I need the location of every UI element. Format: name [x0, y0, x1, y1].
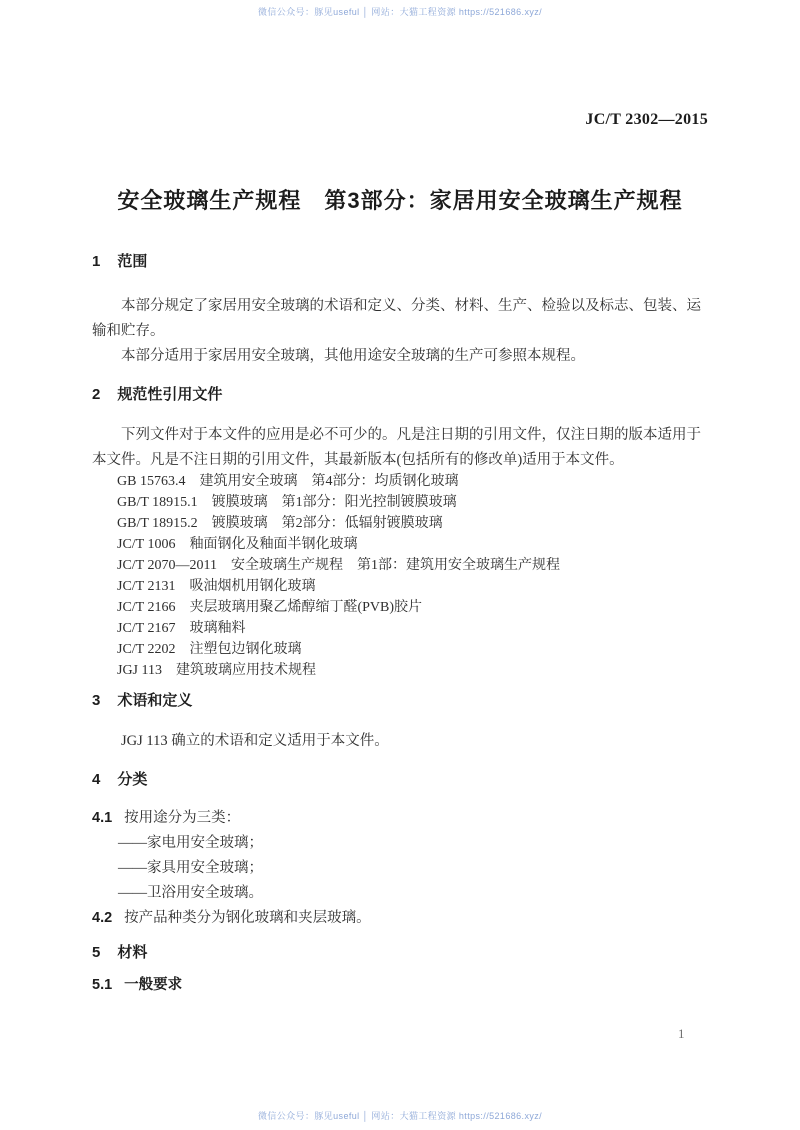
watermark-top: 微信公众号：豚见useful │ 网站：大猫工程资源 https://521686.xyz/	[257, 7, 543, 17]
reference-item: JC/T 2070—2011 安全玻璃生产规程 第1部：建筑用安全玻璃生产规程	[117, 558, 560, 573]
section-2-number: 2	[92, 386, 101, 403]
section-5-title: 材料	[117, 944, 148, 961]
clause-5-1-title: 一般要求	[124, 977, 183, 993]
clause-5-1-heading	[92, 975, 714, 995]
section-5-heading	[92, 943, 714, 963]
reference-item: JC/T 2167 玻璃釉料	[117, 621, 246, 636]
section-3-heading	[92, 691, 714, 711]
reference-item: GB/T 18915.1 镀膜玻璃 第1部分：阳光控制镀膜玻璃	[117, 495, 457, 510]
reference-item: JC/T 2131 吸油烟机用钢化玻璃	[117, 579, 316, 594]
document-title: 安全玻璃生产规程 第3部分：家居用安全玻璃生产规程	[117, 188, 683, 213]
section-1-heading	[92, 252, 714, 272]
section-5-number: 5	[92, 944, 101, 961]
clause-4-1	[92, 806, 714, 831]
reference-item: GB 15763.4 建筑用安全玻璃 第4部分：均质钢化玻璃	[117, 474, 459, 489]
reference-item: JC/T 2202 注塑包边钢化玻璃	[117, 642, 302, 657]
section-2-heading	[92, 385, 714, 405]
classification-item: ——家具用安全玻璃；	[118, 860, 263, 876]
section-1-title: 范围	[117, 253, 148, 270]
clause-4-2-text: 按产品种类分为钢化玻璃和夹层玻璃。	[124, 910, 371, 926]
page-number: 1	[678, 1026, 685, 1041]
section-1-paragraph-1: 本部分规定了家居用安全玻璃的术语和定义、分类、材料、生产、检验以及标志、包装、运输和贮存。	[92, 298, 701, 339]
classification-item: ——卫浴用安全玻璃。	[118, 885, 263, 901]
classification-item: ——家电用安全玻璃；	[118, 835, 263, 851]
section-4-heading	[92, 770, 714, 790]
section-1-paragraph-2: 本部分适用于家居用安全玻璃，其他用途安全玻璃的生产可参照本规程。	[121, 348, 585, 364]
classification-list	[92, 831, 714, 906]
clause-5-1-number: 5.1	[92, 977, 113, 993]
section-3-paragraph-1: JGJ 113 确立的术语和定义适用于本文件。	[121, 733, 389, 749]
section-1-number: 1	[92, 253, 101, 270]
reference-item: GB/T 18915.2 镀膜玻璃 第2部分：低辐射镀膜玻璃	[117, 516, 443, 531]
clause-4-1-number: 4.1	[92, 810, 113, 826]
reference-item: JC/T 2166 夹层玻璃用聚乙烯醇缩丁醛(PVB)胶片	[117, 600, 423, 615]
section-2-paragraph-1: 下列文件对于本文件的应用是必不可少的。凡是注日期的引用文件，仅注日期的版本适用于本文件。凡是不注日期的引用文件，其最新版本(包括所有的修改单)适用于本文件。	[92, 427, 701, 468]
section-3-title: 术语和定义	[117, 692, 193, 709]
section-3-number: 3	[92, 692, 101, 709]
reference-item: JC/T 1006 釉面钢化及釉面半钢化玻璃	[117, 537, 358, 552]
reference-item: JGJ 113 建筑玻璃应用技术规程	[117, 663, 316, 678]
normative-references-list	[92, 471, 714, 681]
section-4-title: 分类	[117, 771, 148, 788]
section-4-number: 4	[92, 771, 101, 788]
doc-code: JC/T 2302—2015	[585, 111, 708, 128]
clause-4-2-number: 4.2	[92, 910, 113, 926]
document-content	[92, 240, 714, 995]
watermark-bottom: 微信公众号：豚见useful │ 网站：大猫工程资源 https://521686.xyz/	[257, 1111, 543, 1121]
clause-4-1-text: 按用途分为三类：	[124, 810, 241, 826]
section-2-title: 规范性引用文件	[117, 386, 223, 403]
clause-4-2	[92, 906, 714, 931]
